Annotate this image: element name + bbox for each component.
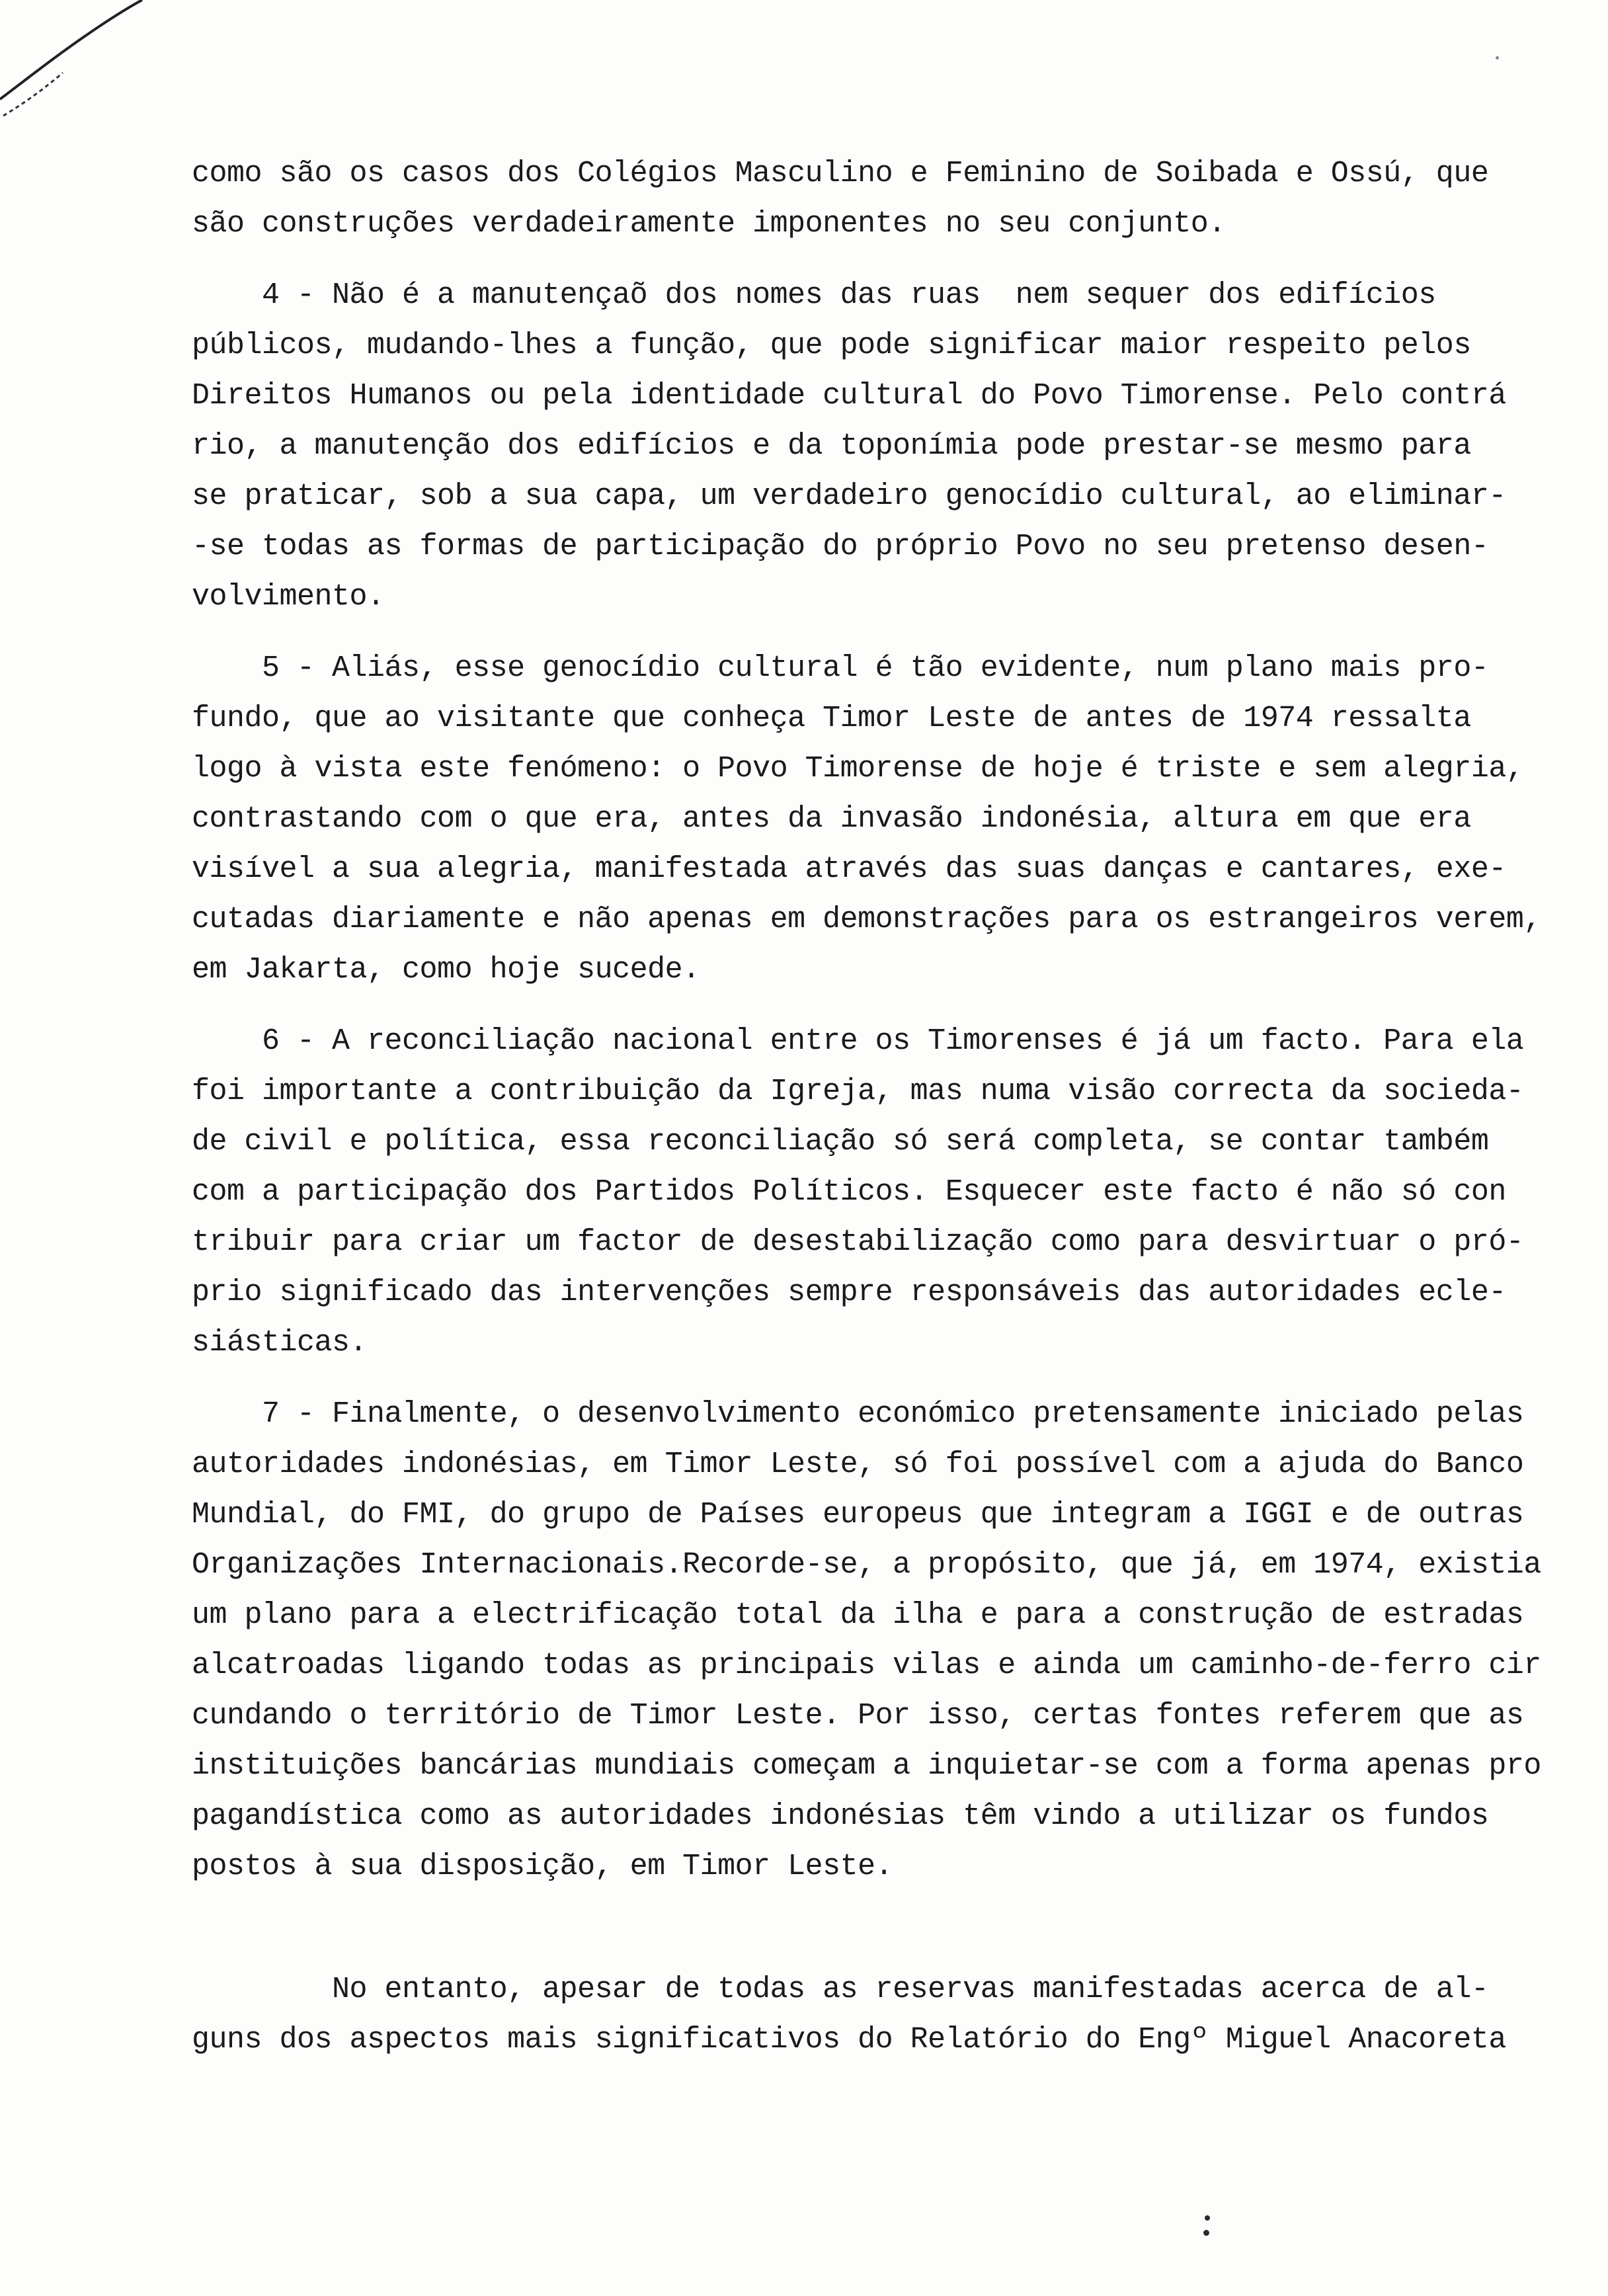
- text-line: visível a sua alegria, manifestada através das suas danças e cantares, exe-: [192, 852, 1506, 886]
- text-line: são construções verdadeiramente imponentes no seu conjunto.: [192, 207, 1226, 241]
- text-line: instituições bancárias mundiais começam a inquietar-se com a forma apenas pro: [192, 1749, 1541, 1783]
- text-line: postos à sua disposição, em Timor Leste.: [192, 1850, 893, 1883]
- text-line: rio, a manutenção dos edifícios e da toponímia pode prestar-se mesmo para: [192, 429, 1471, 463]
- text-line: cutadas diariamente e não apenas em demonstrações para os estrangeiros verem,: [192, 903, 1541, 936]
- scan-speck: [1496, 56, 1499, 60]
- text-line: 5 - Aliás, esse genocídio cultural é tão evidente, num plano mais pro-: [192, 651, 1489, 685]
- text-line: Direitos Humanos ou pela identidade cultural do Povo Timorense. Pelo contrá: [192, 379, 1506, 413]
- text-line: Mundial, do FMI, do grupo de Países europeus que integram a IGGI e de outras: [192, 1498, 1524, 1532]
- text-line: como são os casos dos Colégios Masculino e Feminino de Soibada e Ossú, que: [192, 157, 1489, 190]
- scan-speck: [1205, 2215, 1210, 2221]
- text-line: autoridades indonésias, em Timor Leste, só foi possível com a ajuda do Banco: [192, 1448, 1524, 1481]
- text-line: 6 - A reconciliação nacional entre os Timorenses é já um facto. Para ela: [192, 1024, 1524, 1058]
- text-line: Organizações Internacionais.Recorde-se, a propósito, que já, em 1974, existia: [192, 1548, 1541, 1582]
- text-line: foi importante a contribuição da Igreja, mas numa visão correcta da socieda-: [192, 1075, 1524, 1108]
- text-line: públicos, mudando-lhes a função, que pode significar maior respeito pelos: [192, 329, 1471, 362]
- text-line: contrastando com o que era, antes da invasão indonésia, altura em que era: [192, 802, 1471, 836]
- paragraph-point-5: [192, 643, 1541, 995]
- document-body: [192, 149, 1541, 2086]
- text-line: -se todas as formas de participação do próprio Povo no seu pretenso desen-: [192, 530, 1489, 563]
- text-line: se praticar, sob a sua capa, um verdadeiro genocídio cultural, ao eliminar-: [192, 479, 1506, 513]
- paragraph-point-4: [192, 270, 1506, 622]
- text-line: 4 - Não é a manutençaõ dos nomes das ruas nem sequer dos edifícios: [192, 278, 1436, 312]
- scan-edge-mark: [0, 0, 172, 145]
- text-line: alcatroadas ligando todas as principais vilas e ainda um caminho-de-ferro cir: [192, 1649, 1541, 1682]
- text-line: cundando o território de Timor Leste. Por isso, certas fontes referem que as: [192, 1699, 1524, 1733]
- text-line: em Jakarta, como hoje sucede.: [192, 953, 700, 987]
- text-line: 7 - Finalmente, o desenvolvimento económico pretensamente iniciado pelas: [192, 1397, 1524, 1431]
- scan-speck: [1203, 2230, 1209, 2236]
- text-line: guns dos aspectos mais significativos do Relatório do Engº Miguel Anacoreta: [192, 2023, 1506, 2057]
- text-line: logo à vista este fenómeno: o Povo Timorense de hoje é triste e sem alegria,: [192, 752, 1524, 786]
- text-line: com a participação dos Partidos Políticos. Esquecer este facto é não só con: [192, 1175, 1506, 1209]
- text-line: volvimento.: [192, 580, 385, 614]
- text-line: prio significado das intervenções sempre responsáveis das autoridades ecle-: [192, 1276, 1506, 1309]
- text-line: de civil e política, essa reconciliação só será completa, se contar também: [192, 1125, 1489, 1159]
- text-line: pagandística como as autoridades indonésias têm vindo a utilizar os fundos: [192, 1799, 1489, 1833]
- paragraph-point-7: [192, 1389, 1541, 1892]
- text-line: um plano para a electrificação total da ilha e para a construção de estradas: [192, 1598, 1524, 1632]
- text-line: fundo, que ao visitante que conheça Timor Leste de antes de 1974 ressalta: [192, 702, 1471, 735]
- text-line: siásticas.: [192, 1326, 368, 1360]
- paragraph-intro: [192, 149, 1488, 249]
- paragraph-closing: [192, 1965, 1506, 2065]
- paragraph-point-6: [192, 1016, 1524, 1368]
- text-line: tribuir para criar um factor de desestabilização como para desvirtuar o pró-: [192, 1225, 1524, 1259]
- text-line: No entanto, apesar de todas as reservas manifestadas acerca de al-: [192, 1973, 1489, 2006]
